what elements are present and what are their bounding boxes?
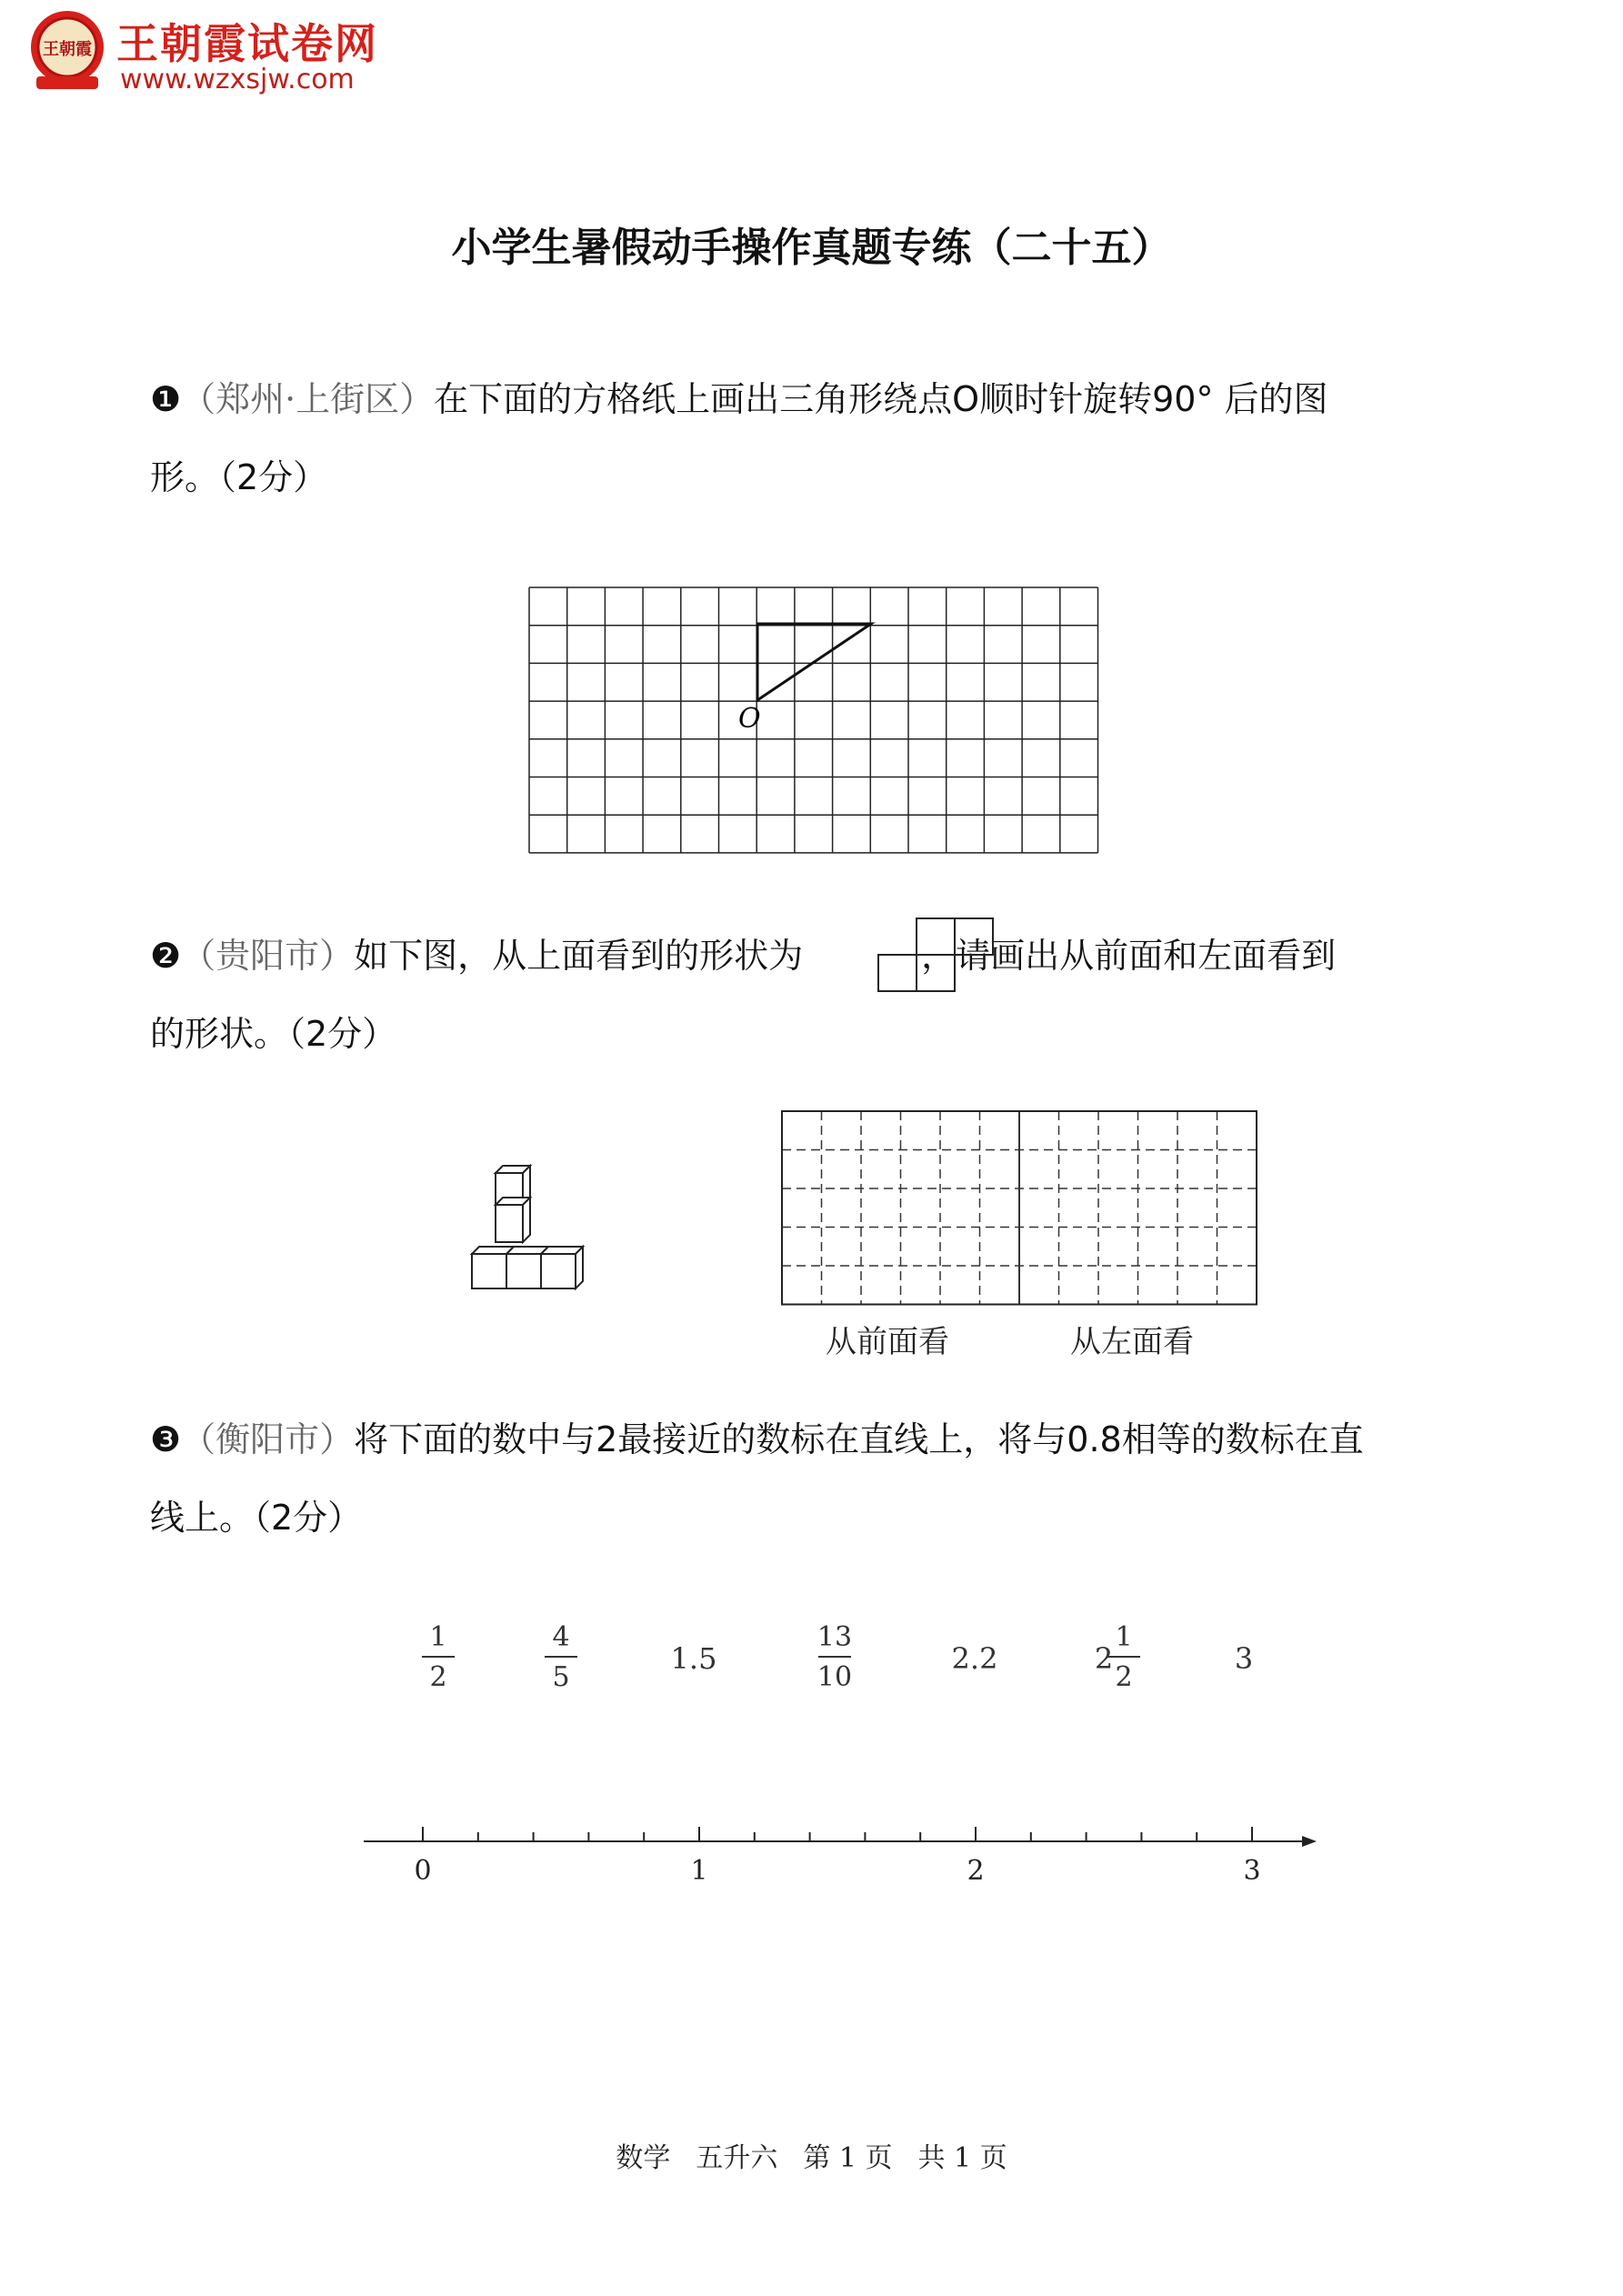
footer-grade: 五升六 (696, 2142, 778, 2174)
q1-number: ❶ (150, 379, 182, 419)
q2-cube-stack-figure (468, 1159, 614, 1305)
page-title: 小学生暑假动手操作真题专练（二十五） (451, 225, 1172, 271)
q3-line1 (150, 1400, 1364, 1479)
q2-text-before: 如下图，从上面看到的形状为 (354, 936, 804, 976)
footer-subject: 数学 (616, 2142, 671, 2174)
q3-number-list (364, 1609, 1327, 1719)
page-footer (0, 2135, 1623, 2175)
q3-axis-label: 1 (690, 1855, 708, 1887)
q2-label-front: 从前面看 (826, 1324, 949, 1360)
q3-axis-label: 0 (414, 1855, 432, 1887)
q2-top-view-shape (875, 917, 997, 998)
logo-badge-text: 王朝霞 (43, 40, 92, 59)
q3-mixed-whole: 2 (1094, 1641, 1114, 1676)
q3-fraction-denominator: 2 (1115, 1661, 1133, 1693)
q3-fraction-denominator: 5 (552, 1661, 570, 1693)
q3-number-item: 2.2 (951, 1641, 998, 1676)
footer-total: 共 1 页 (917, 2142, 1007, 2174)
q3-number: ❸ (150, 1419, 182, 1459)
q1-point-o-label: O (738, 703, 761, 735)
q2-line1 (150, 917, 1336, 995)
q3-number-item: 3 (1234, 1641, 1254, 1676)
q3-fraction-numerator: 1 (429, 1621, 447, 1653)
q3-axis-label: 2 (967, 1855, 985, 1887)
site-logo-title: 王朝霞试卷网 (116, 19, 378, 68)
q1-text: 在下面的方格纸上画出三角形绕点O顺时针旋转90° 后的图 (434, 379, 1328, 419)
q2-text-after: ，请画出从前面和左面看到 (921, 936, 1337, 976)
q3-source: （衡阳市） (181, 1419, 355, 1459)
q3-axis-arrow (1302, 1836, 1317, 1847)
q3-fraction-numerator: 13 (817, 1621, 853, 1653)
q2-answer-grid (780, 1109, 1258, 1309)
q3-axis-label: 3 (1243, 1855, 1261, 1887)
q1-line2: 形。（2分） (150, 457, 328, 497)
q1-triangle (757, 624, 871, 700)
q3-fraction-numerator: 1 (1115, 1621, 1133, 1653)
q3-fraction-denominator: 2 (429, 1661, 447, 1693)
footer-page: 第 1 页 (803, 2142, 893, 2174)
site-url: www.wzxsjw.com (120, 64, 355, 95)
q3-fraction-numerator: 4 (552, 1621, 570, 1653)
q3-number-item: 1.5 (670, 1641, 717, 1676)
q3-text: 将下面的数中与2最接近的数标在直线上，将与0.8相等的数标在直 (354, 1419, 1364, 1459)
q1-line1 (150, 360, 1328, 438)
q3-fraction-denominator: 10 (817, 1661, 853, 1693)
q1-source: （郑州·上街区） (181, 379, 435, 419)
q1-grid-figure (527, 586, 1109, 858)
q2-source: （贵阳市） (181, 936, 355, 976)
q3-line2: 线上。（2分） (150, 1498, 363, 1538)
q1-grid (529, 587, 1098, 853)
q2-label-left: 从左面看 (1070, 1324, 1194, 1360)
logo-badge-icon (27, 7, 107, 91)
q2-number: ❷ (150, 936, 182, 976)
q2-line2: 的形状。（2分） (150, 1014, 397, 1054)
q3-number-line (355, 1800, 1337, 1891)
